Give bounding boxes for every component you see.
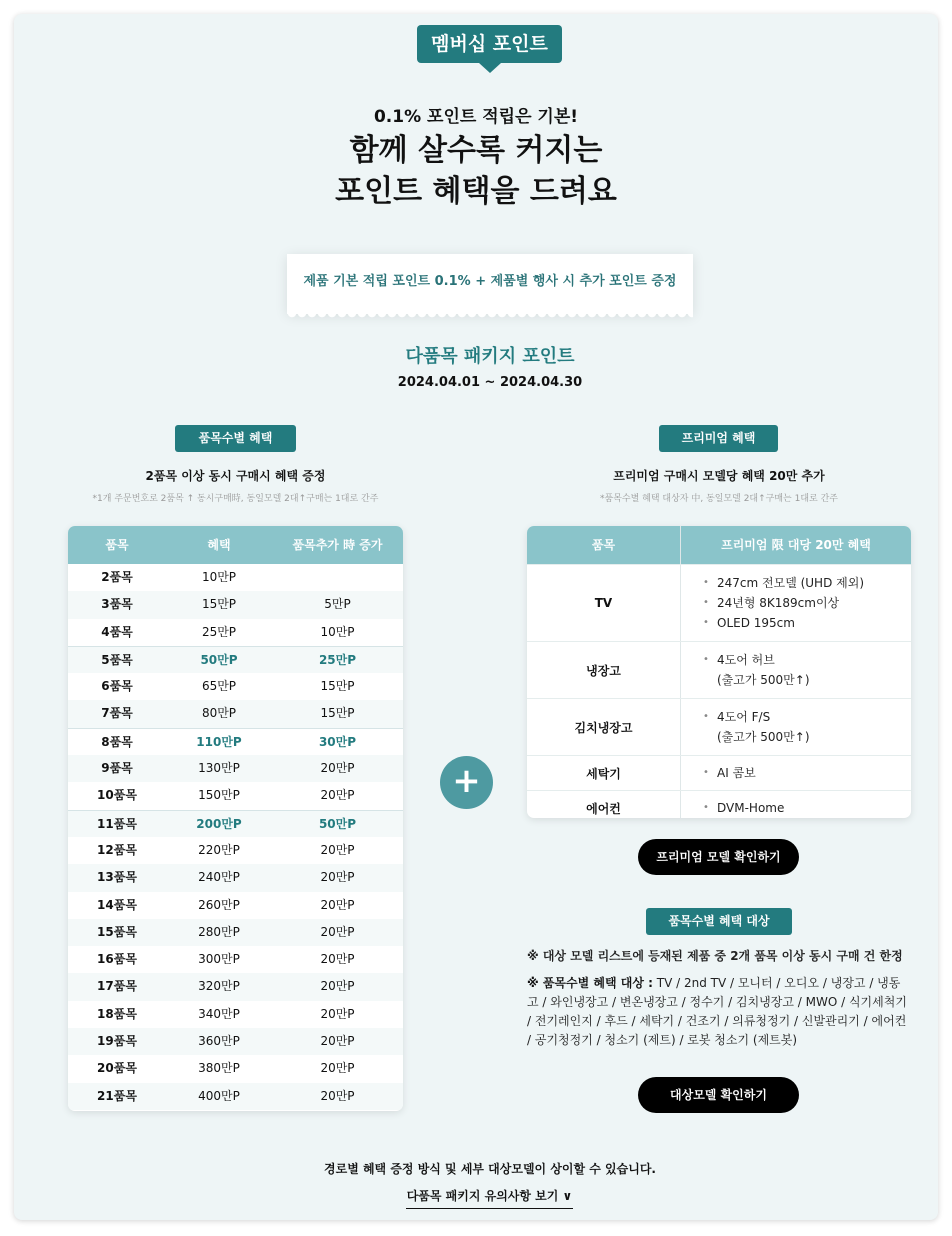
table-body <box>527 564 911 818</box>
target-note-1: ※ 대상 모델 리스트에 등재된 제품 중 2개 품목 이상 동시 구매 건 한정 <box>527 949 903 963</box>
premium-criteria-cell <box>681 699 911 755</box>
table-row <box>68 837 403 864</box>
increment-cell: 20만P <box>320 1088 355 1103</box>
item-count-cell: 13품목 <box>97 870 137 885</box>
premium-benefit-subhead: 프리미엄 구매시 모델당 혜택 20만 추가 <box>613 469 825 483</box>
item-count-cell: 3품목 <box>101 597 133 612</box>
item-count-cell: 17품목 <box>97 979 137 994</box>
benefit-cell: 110만P <box>196 734 242 749</box>
benefit-cell: 50만P <box>200 652 238 667</box>
increment-cell: 10만P <box>320 624 355 639</box>
increment-cell: 30만P <box>318 734 357 749</box>
items-benefit-subhead: 2품목 이상 동시 구매시 혜택 증정 <box>145 469 326 483</box>
criteria-line: • DVM-Home <box>717 798 911 818</box>
benefit-cell: 130만P <box>198 761 240 776</box>
target-pill: 품목수별 혜택 대상 <box>646 908 792 935</box>
table-body <box>68 564 403 1110</box>
product-category-cell: 김치냉장고 <box>527 699 681 755</box>
premium-criteria-cell <box>681 642 911 698</box>
benefit-cell: 65만P <box>201 679 237 694</box>
col-header-benefit: 혜택 <box>207 538 231 552</box>
package-date: 2024.04.01 ~ 2024.04.30 <box>397 375 583 390</box>
criteria-line: • AI 콤보 <box>717 763 911 783</box>
table-row <box>527 790 911 818</box>
benefit-cell: 260만P <box>198 897 240 912</box>
table-row <box>68 700 403 727</box>
notice-text: 제품 기본 적립 포인트 0.1% + 제품별 행사 시 추가 포인트 증정 <box>303 274 677 289</box>
table-header <box>527 526 911 564</box>
benefit-cell: 240만P <box>198 870 240 885</box>
increment-cell: 50만P <box>318 816 357 831</box>
criteria-line: • 247cm 전모델 (UHD 제외) <box>717 573 911 593</box>
benefit-cell: 380만P <box>198 1061 240 1076</box>
benefit-cell: 150만P <box>198 788 240 803</box>
table-row <box>68 1001 403 1028</box>
benefit-cell: 340만P <box>198 1006 240 1021</box>
increment-cell: 15만P <box>320 706 355 721</box>
increment-cell: 20만P <box>320 1034 355 1049</box>
item-count-cell: 19품목 <box>97 1034 137 1049</box>
criteria-subline: (출고가 500만↑) <box>717 730 810 744</box>
item-count-cell: 5품목 <box>101 652 133 667</box>
table-row <box>68 728 403 755</box>
table-row <box>527 641 911 698</box>
criteria-line: • 4도어 허브 <box>717 650 911 670</box>
increment-cell: 5만P <box>324 597 351 612</box>
increment-cell: 20만P <box>320 979 355 994</box>
item-count-cell: 6품목 <box>101 679 133 694</box>
items-benefit-table <box>68 526 403 1111</box>
item-count-cell: 12품목 <box>97 842 137 857</box>
notice-wave-edge <box>287 313 693 319</box>
package-notice-link[interactable]: 다품목 패키지 유의사항 보기 ∨ <box>406 1185 573 1209</box>
item-count-cell: 20품목 <box>97 1061 137 1076</box>
table-row <box>68 782 403 809</box>
table-row <box>68 973 403 1000</box>
table-row <box>68 673 403 700</box>
item-count-cell: 16품목 <box>97 952 137 967</box>
criteria-subline: (출고가 500만↑) <box>717 673 810 687</box>
membership-badge: 멤버십 포인트 <box>417 25 562 63</box>
package-title: 다품목 패키지 포인트 <box>405 346 575 367</box>
benefit-cell: 400만P <box>198 1088 240 1103</box>
headline-line-2: 포인트 혜택을 드려요 <box>335 174 617 209</box>
item-count-cell: 11품목 <box>97 816 137 831</box>
table-row <box>527 755 911 790</box>
kicker-text: 0.1% 포인트 적립은 기본! <box>373 107 579 127</box>
item-count-cell: 8품목 <box>101 734 133 749</box>
badge-pointer <box>479 63 501 73</box>
footer-note: 경로별 혜택 증정 방식 및 세부 대상모델이 상이할 수 있습니다. <box>324 1162 656 1176</box>
table-row <box>68 946 403 973</box>
benefit-cell: 15만P <box>201 597 237 612</box>
headline-line-1: 함께 살수록 커지는 <box>349 133 603 168</box>
table-header <box>68 526 403 564</box>
benefit-cell: 200만P <box>196 816 242 831</box>
increment-cell: 25만P <box>318 652 357 667</box>
premium-benefit-table <box>527 526 911 818</box>
table-row <box>68 1028 403 1055</box>
increment-cell: 20만P <box>320 761 355 776</box>
table-row <box>68 1055 403 1082</box>
benefit-cell: 80만P <box>201 706 237 721</box>
benefit-cell: 320만P <box>198 979 240 994</box>
benefit-cell: 280만P <box>198 924 240 939</box>
increment-cell: 20만P <box>320 842 355 857</box>
target-note-2 <box>527 974 907 1050</box>
item-count-cell: 18품목 <box>97 1006 137 1021</box>
premium-criteria-cell <box>681 565 911 641</box>
benefit-cell: 220만P <box>198 842 240 857</box>
table-row <box>68 1083 403 1110</box>
table-row <box>68 646 403 673</box>
item-count-cell: 7품목 <box>101 706 133 721</box>
table-row <box>68 564 403 591</box>
plus-icon: + <box>440 756 493 809</box>
item-count-cell: 4품목 <box>101 624 133 639</box>
item-count-cell: 9품목 <box>101 761 133 776</box>
benefit-cell: 25만P <box>201 624 237 639</box>
items-benefit-fine: *1개 주문번호로 2품목 ↑ 동시구매時, 동일모델 2대↑구매는 1대로 간주 <box>92 494 379 504</box>
table-row <box>68 892 403 919</box>
item-count-cell: 10품목 <box>97 788 137 803</box>
item-count-cell: 21품목 <box>97 1088 137 1103</box>
col-header-increment: 품목추가 時 증가 <box>292 538 383 552</box>
premium-criteria-cell <box>681 756 911 790</box>
premium-benefit-pill: 프리미엄 혜택 <box>659 425 778 452</box>
product-category-cell: 에어컨 <box>527 791 681 818</box>
col-header-item: 품목 <box>105 538 129 552</box>
item-count-cell: 2품목 <box>101 570 133 584</box>
increment-cell: 20만P <box>320 788 355 803</box>
target-note-2-label: ※ 품목수별 혜택 대상 : <box>527 976 653 990</box>
increment-cell: 20만P <box>320 1061 355 1076</box>
target-note-2-body: TV / 2nd TV / 모니터 / 오디오 / 냉장고 / 냉동고 / 와인냉장고 / 변온냉장고 / 정수기 / 김치냉장고 / MWO / 식기세척기 / 전기레인지 / 후드 / 세탁기 / 건조기 / 의류청정기 / 신발관리기 / 에어컨 / 공기청정기 / 청소기 (제트) / 로봇 청소기 (제트봇) <box>527 976 907 1047</box>
increment-cell: 20만P <box>320 897 355 912</box>
product-category-cell: 세탁기 <box>527 756 681 790</box>
table-row <box>68 591 403 618</box>
table-row <box>68 619 403 646</box>
table-row <box>68 755 403 782</box>
benefit-cell: 300만P <box>198 952 240 967</box>
premium-benefit-fine: *품목수별 혜택 대상자 中, 동일모델 2대↑구매는 1대로 간주 <box>600 494 838 504</box>
table-row <box>68 810 403 837</box>
premium-models-button[interactable]: 프리미엄 모델 확인하기 <box>638 839 799 875</box>
notice-ticket <box>287 254 693 314</box>
increment-cell <box>272 564 403 591</box>
table-row <box>527 564 911 641</box>
product-category-cell: 냉장고 <box>527 642 681 698</box>
product-category-cell: TV <box>527 565 681 641</box>
increment-cell: 20만P <box>320 870 355 885</box>
increment-cell: 20만P <box>320 924 355 939</box>
increment-cell: 15만P <box>320 679 355 694</box>
col-header-item: 품목 <box>527 526 681 564</box>
criteria-line: • 4도어 F/S <box>717 707 911 727</box>
benefit-cell: 360만P <box>198 1034 240 1049</box>
item-count-cell: 15품목 <box>97 924 137 939</box>
target-models-button[interactable]: 대상모델 확인하기 <box>638 1077 799 1113</box>
table-row <box>68 864 403 891</box>
increment-cell: 20만P <box>320 952 355 967</box>
premium-criteria-cell <box>681 791 911 818</box>
increment-cell: 20만P <box>320 1006 355 1021</box>
table-row <box>527 698 911 755</box>
items-benefit-pill: 품목수별 혜택 <box>175 425 296 452</box>
criteria-line: • OLED 195cm <box>717 613 911 633</box>
criteria-line: • 24년형 8K189cm이상 <box>717 593 911 613</box>
benefit-cell: 10만P <box>201 570 237 584</box>
headline <box>0 130 952 212</box>
item-count-cell: 14품목 <box>97 897 137 912</box>
table-row <box>68 919 403 946</box>
col-header-premium: 프리미엄 限 대당 20만 혜택 <box>721 538 871 552</box>
